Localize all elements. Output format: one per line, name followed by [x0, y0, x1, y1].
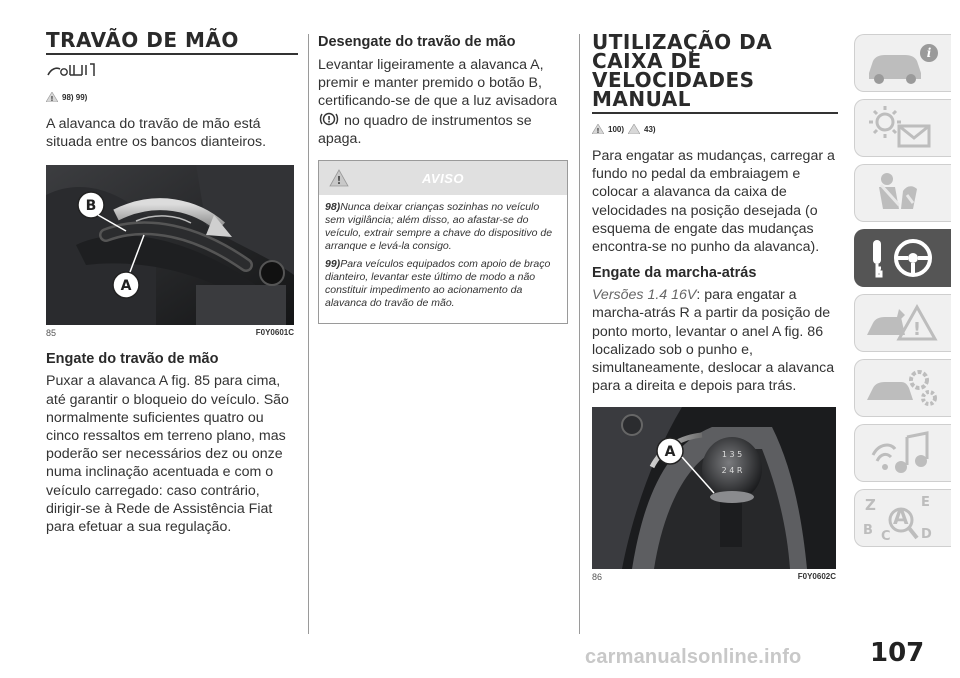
figure-code: F0Y0601C: [255, 328, 294, 338]
figure-label-a: A: [664, 444, 676, 461]
warning-number: 98): [325, 201, 341, 214]
warning-box: [318, 160, 568, 324]
tab-index[interactable]: [854, 489, 951, 547]
title-rule: [592, 112, 838, 114]
engage-heading: Engate do travão de mão: [46, 351, 219, 368]
page-number: 107: [870, 638, 925, 668]
svg-text:!: !: [50, 95, 54, 102]
reference-number: 100): [608, 124, 625, 134]
column-gearbox: [592, 0, 838, 582]
warning-triangle-icon: [329, 169, 349, 187]
figure-86-gearbox-image: [592, 407, 836, 569]
tab-warning-lights[interactable]: [854, 99, 951, 157]
watermark: carmanualsonline.info: [585, 646, 802, 668]
brake-warning-light-icon: [318, 111, 340, 127]
reverse-text: [592, 286, 838, 395]
warning-item-98: [325, 201, 561, 253]
tab-emergency[interactable]: [854, 294, 951, 352]
tab-multimedia[interactable]: [854, 424, 951, 482]
svg-text:1 3 5: 1 3 5: [721, 450, 743, 460]
gearbox-intro-text: Para engatar as mudanças, carregar a fundo no pedal da embraiagem e colocar a alavanca da caixa de velocidades na posição desejada (o esquema de engate das mudanças encontra-se no punho da alavanca).: [592, 148, 835, 256]
index-letter: E: [921, 495, 930, 510]
reference-number: 43): [644, 124, 656, 134]
svg-text:!: !: [596, 127, 600, 134]
svg-text:i: i: [926, 46, 932, 60]
warning-text: Para veículos equipados com apoio de braço dianteiro, levantar este último de modo a não constituir impedimento ao acionamento da alavanca do travão de mão.: [325, 258, 551, 310]
emergency-icon: [855, 295, 951, 351]
section-title-gearbox: UTILIZAÇÃO DA CAIXA DE VELOCIDADES MANUAL: [592, 30, 773, 111]
column-handbrake: [46, 0, 298, 536]
section-title-handbrake: TRAVÃO DE MÃO: [46, 28, 239, 52]
figure-code: F0Y0602C: [797, 572, 836, 582]
column-disengage: [318, 0, 568, 324]
warning-item-99: [325, 258, 561, 310]
engage-text: Puxar a alavanca A fig. 85 para cima, até garantir o bloqueio do veículo. São normalmente suficientes quatro ou cinco ressaltos em terreno plano, mas poderão ser necessários dez ou onze numa inclinação acentuada e com o veículo carregado: caso contrário, dirigir-se à Rede de Assistência Fiat para efetuar a sua regulação.: [46, 373, 289, 536]
maintenance-icon: [855, 360, 951, 416]
warning-references: [46, 92, 298, 102]
multimedia-icon: [855, 425, 951, 481]
reverse-text-body: : para engatar a marcha-atrás R a partir da posição de ponto morto, levantar o anel A fig. 86 localizado sob o punho e, simultaneamente, deslocar a alavanca para a direita e depois para trás.: [592, 287, 835, 395]
safety-icon: [855, 165, 951, 221]
figure-85-handbrake-image: [46, 165, 294, 325]
gear-lever-illustration: [592, 407, 836, 569]
svg-text:!: !: [912, 319, 922, 340]
figure-label-b: B: [85, 198, 97, 215]
column-divider: [579, 34, 580, 634]
handbrake-intro-text: A alavanca do travão de mão está situada entre os bancos dianteiros.: [46, 116, 267, 151]
index-letter: D: [921, 527, 932, 542]
warning-number: 99): [325, 258, 341, 271]
handbrake-illustration: [46, 165, 294, 325]
warning-triangle-icon: [46, 92, 58, 102]
chapter-index-sidebar: [854, 34, 954, 554]
index-letter: C: [881, 529, 891, 544]
car-info-icon: [855, 35, 951, 91]
reference-numbers: 98) 99): [62, 92, 88, 102]
svg-text:2 4 R: 2 4 R: [721, 466, 743, 476]
tab-safety[interactable]: [854, 164, 951, 222]
warning-lights-icon: [855, 100, 951, 156]
index-letter: Z: [865, 496, 876, 514]
warning-box-header: [319, 161, 567, 195]
index-icon: [855, 490, 951, 546]
warning-triangle-icon: [592, 124, 604, 134]
figure-number: 85: [46, 328, 57, 339]
warning-box-title: AVISO: [422, 170, 464, 186]
reverse-heading: Engate da marcha-atrás: [592, 265, 757, 282]
tab-car-info[interactable]: [854, 34, 951, 92]
disengage-text: [318, 56, 568, 148]
figure-85-caption: [46, 328, 294, 338]
steering-key-icon: [855, 230, 951, 286]
svg-text:!: !: [336, 174, 342, 188]
tab-maintenance[interactable]: [854, 359, 951, 417]
disengage-text-part2: no quadro de instrumentos se apaga.: [318, 112, 532, 147]
figure-label-a: A: [120, 278, 132, 295]
handbrake-warning-symbol-icon: [46, 61, 98, 79]
index-letter: B: [863, 523, 873, 538]
warning-references: [592, 124, 838, 134]
disengage-heading: Desengate do travão de mão: [318, 34, 516, 50]
index-letter: A: [893, 505, 909, 529]
figure-86-caption: [592, 572, 836, 582]
warning-text: Nunca deixar crianças sozinhas no veículo sem vigilância; além disso, ao afastar-se do veículo, extrair sempre a chave do dispositivo de arranque e levá-la consigo.: [325, 201, 553, 253]
svg-text:!: !: [326, 115, 332, 126]
tab-starting-driving[interactable]: [854, 229, 951, 287]
caution-triangle-icon: [628, 124, 640, 134]
figure-number: 86: [592, 572, 603, 583]
warning-box-body: [319, 195, 567, 323]
disengage-text-part1: Levantar ligeiramente a alavanca A, premir e manter premido o botão B, certificando-se de que a luz avisadora: [318, 57, 557, 110]
reverse-version: Versões 1.4 16V: [592, 287, 697, 304]
column-divider: [308, 34, 309, 634]
